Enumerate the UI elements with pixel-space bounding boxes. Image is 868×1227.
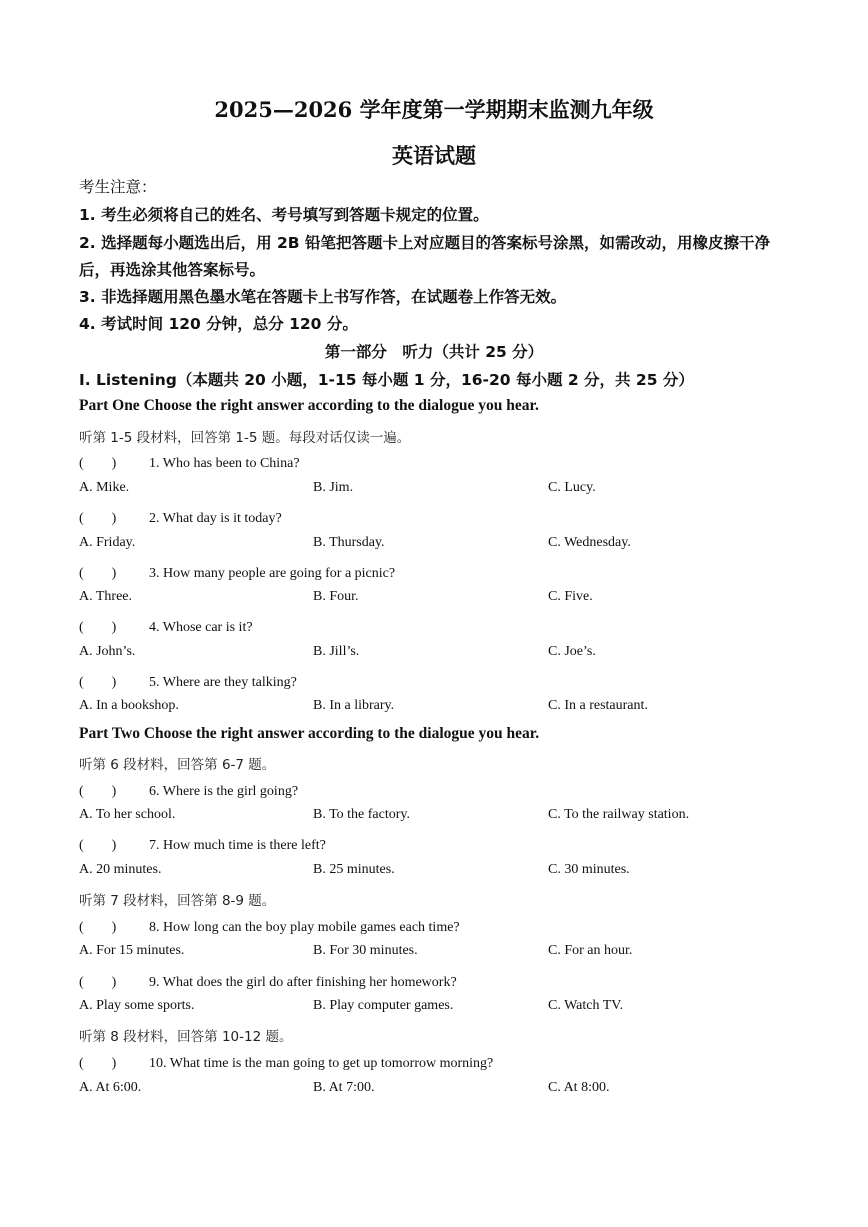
- answer-blank[interactable]: ( ): [79, 920, 117, 935]
- option-a: A. To her school.: [79, 807, 176, 822]
- question: [79, 671, 297, 691]
- option-c: C. To the railway station.: [548, 807, 690, 822]
- part-two-heading: Part Two Choose the right answer according to the dialogue you hear.: [79, 725, 540, 742]
- option-a: A. In a bookshop.: [79, 698, 179, 713]
- option-a: A. Three.: [79, 589, 132, 604]
- part-two-instruction: 听第 7 段材料，回答第 8-9 题。: [79, 893, 276, 909]
- option-c: C. 30 minutes.: [548, 862, 630, 877]
- answer-blank[interactable]: ( ): [79, 1056, 117, 1071]
- question-text: 3. How many people are going for a picnic?: [149, 566, 396, 581]
- answer-blank[interactable]: ( ): [79, 566, 117, 581]
- option-b: B. Jim.: [313, 480, 354, 495]
- option-c: C. Watch TV.: [548, 998, 624, 1013]
- question: [79, 780, 298, 800]
- option-b: B. 25 minutes.: [313, 862, 395, 877]
- option-c: C. Lucy.: [548, 480, 596, 495]
- option-c: C. Joe’s.: [548, 644, 596, 659]
- part-one-instruction: 听第 1-5 段材料，回答第 1-5 题。每段对话仅读一遍。: [79, 430, 411, 446]
- question-text: 9. What does the girl do after finishing her homework?: [149, 975, 457, 990]
- notice-item: 3. 非选择题用黑色墨水笔在答题卡上书写作答，在试题卷上作答无效。: [79, 288, 567, 306]
- option-a: A. John’s.: [79, 644, 136, 659]
- question-text: 5. Where are they talking?: [149, 675, 297, 690]
- answer-blank[interactable]: ( ): [79, 975, 117, 990]
- answer-blank[interactable]: ( ): [79, 620, 117, 635]
- notice-item: 2. 选择题每小题选出后，用 2B 铅笔把答题卡上对应题目的答案标号涂黑，如需改动，用橡皮擦干净后，再选涂其他答案标号。: [79, 234, 770, 279]
- question-text: 10. What time is the man going to get up tomorrow morning?: [149, 1056, 494, 1071]
- option-b: B. Four.: [313, 589, 359, 604]
- option-c: C. In a restaurant.: [548, 698, 648, 713]
- option-c: C. Wednesday.: [548, 535, 631, 550]
- page-subtitle: 英语试题: [392, 143, 476, 168]
- answer-blank[interactable]: ( ): [79, 784, 117, 799]
- option-b: B. In a library.: [313, 698, 395, 713]
- option-a: A. For 15 minutes.: [79, 943, 185, 958]
- answer-blank[interactable]: ( ): [79, 838, 117, 853]
- question: [79, 1052, 493, 1072]
- page-title: 2025—2026 学年度第一学期期末监测九年级: [214, 97, 654, 122]
- option-a: A. Friday.: [79, 535, 136, 550]
- question-text: 2. What day is it today?: [149, 511, 282, 526]
- option-b: B. Thursday.: [313, 535, 385, 550]
- question: [79, 971, 457, 991]
- answer-blank[interactable]: ( ): [79, 511, 117, 526]
- option-b: B. Play computer games.: [313, 998, 454, 1013]
- answer-blank[interactable]: ( ): [79, 675, 117, 690]
- notice-heading: 考生注意：: [79, 178, 157, 196]
- notice-item: 4. 考试时间 120 分钟，总分 120 分。: [79, 315, 358, 333]
- question-text: 6. Where is the girl going?: [149, 784, 299, 799]
- question: [79, 507, 282, 527]
- notice-item: 1. 考生必须将自己的姓名、考号填写到答题卡规定的位置。: [79, 206, 489, 224]
- option-b: B. Jill’s.: [313, 644, 360, 659]
- question: [79, 452, 300, 472]
- question-text: 4. Whose car is it?: [149, 620, 253, 635]
- part-two-instruction: 听第 6 段材料，回答第 6-7 题。: [79, 757, 276, 773]
- question: [79, 834, 326, 854]
- option-a: A. Play some sports.: [79, 998, 195, 1013]
- option-c: C. At 8:00.: [548, 1080, 610, 1095]
- question-text: 7. How much time is there left?: [149, 838, 326, 853]
- option-a: A. At 6:00.: [79, 1080, 142, 1095]
- option-c: C. Five.: [548, 589, 593, 604]
- part-one-heading: Part One Choose the right answer according to the dialogue you hear.: [79, 397, 539, 414]
- option-a: A. 20 minutes.: [79, 862, 162, 877]
- question: [79, 562, 395, 582]
- option-b: B. To the factory.: [313, 807, 410, 822]
- question-text: 1. Who has been to China?: [149, 456, 300, 471]
- question: [79, 616, 253, 636]
- section-title: 第一部分 听力（共计 25 分）: [324, 343, 544, 361]
- option-b: B. For 30 minutes.: [313, 943, 418, 958]
- option-a: A. Mike.: [79, 480, 130, 495]
- answer-blank[interactable]: ( ): [79, 456, 117, 471]
- option-b: B. At 7:00.: [313, 1080, 375, 1095]
- question: [79, 916, 460, 936]
- question-text: 8. How long can the boy play mobile games each time?: [149, 920, 460, 935]
- option-c: C. For an hour.: [548, 943, 633, 958]
- listening-heading: Ⅰ. Listening（本题共 20 小题，1-15 每小题 1 分，16-20 每小题 2 分，共 25 分）: [79, 371, 694, 389]
- part-two-instruction: 听第 8 段材料，回答第 10-12 题。: [79, 1029, 293, 1045]
